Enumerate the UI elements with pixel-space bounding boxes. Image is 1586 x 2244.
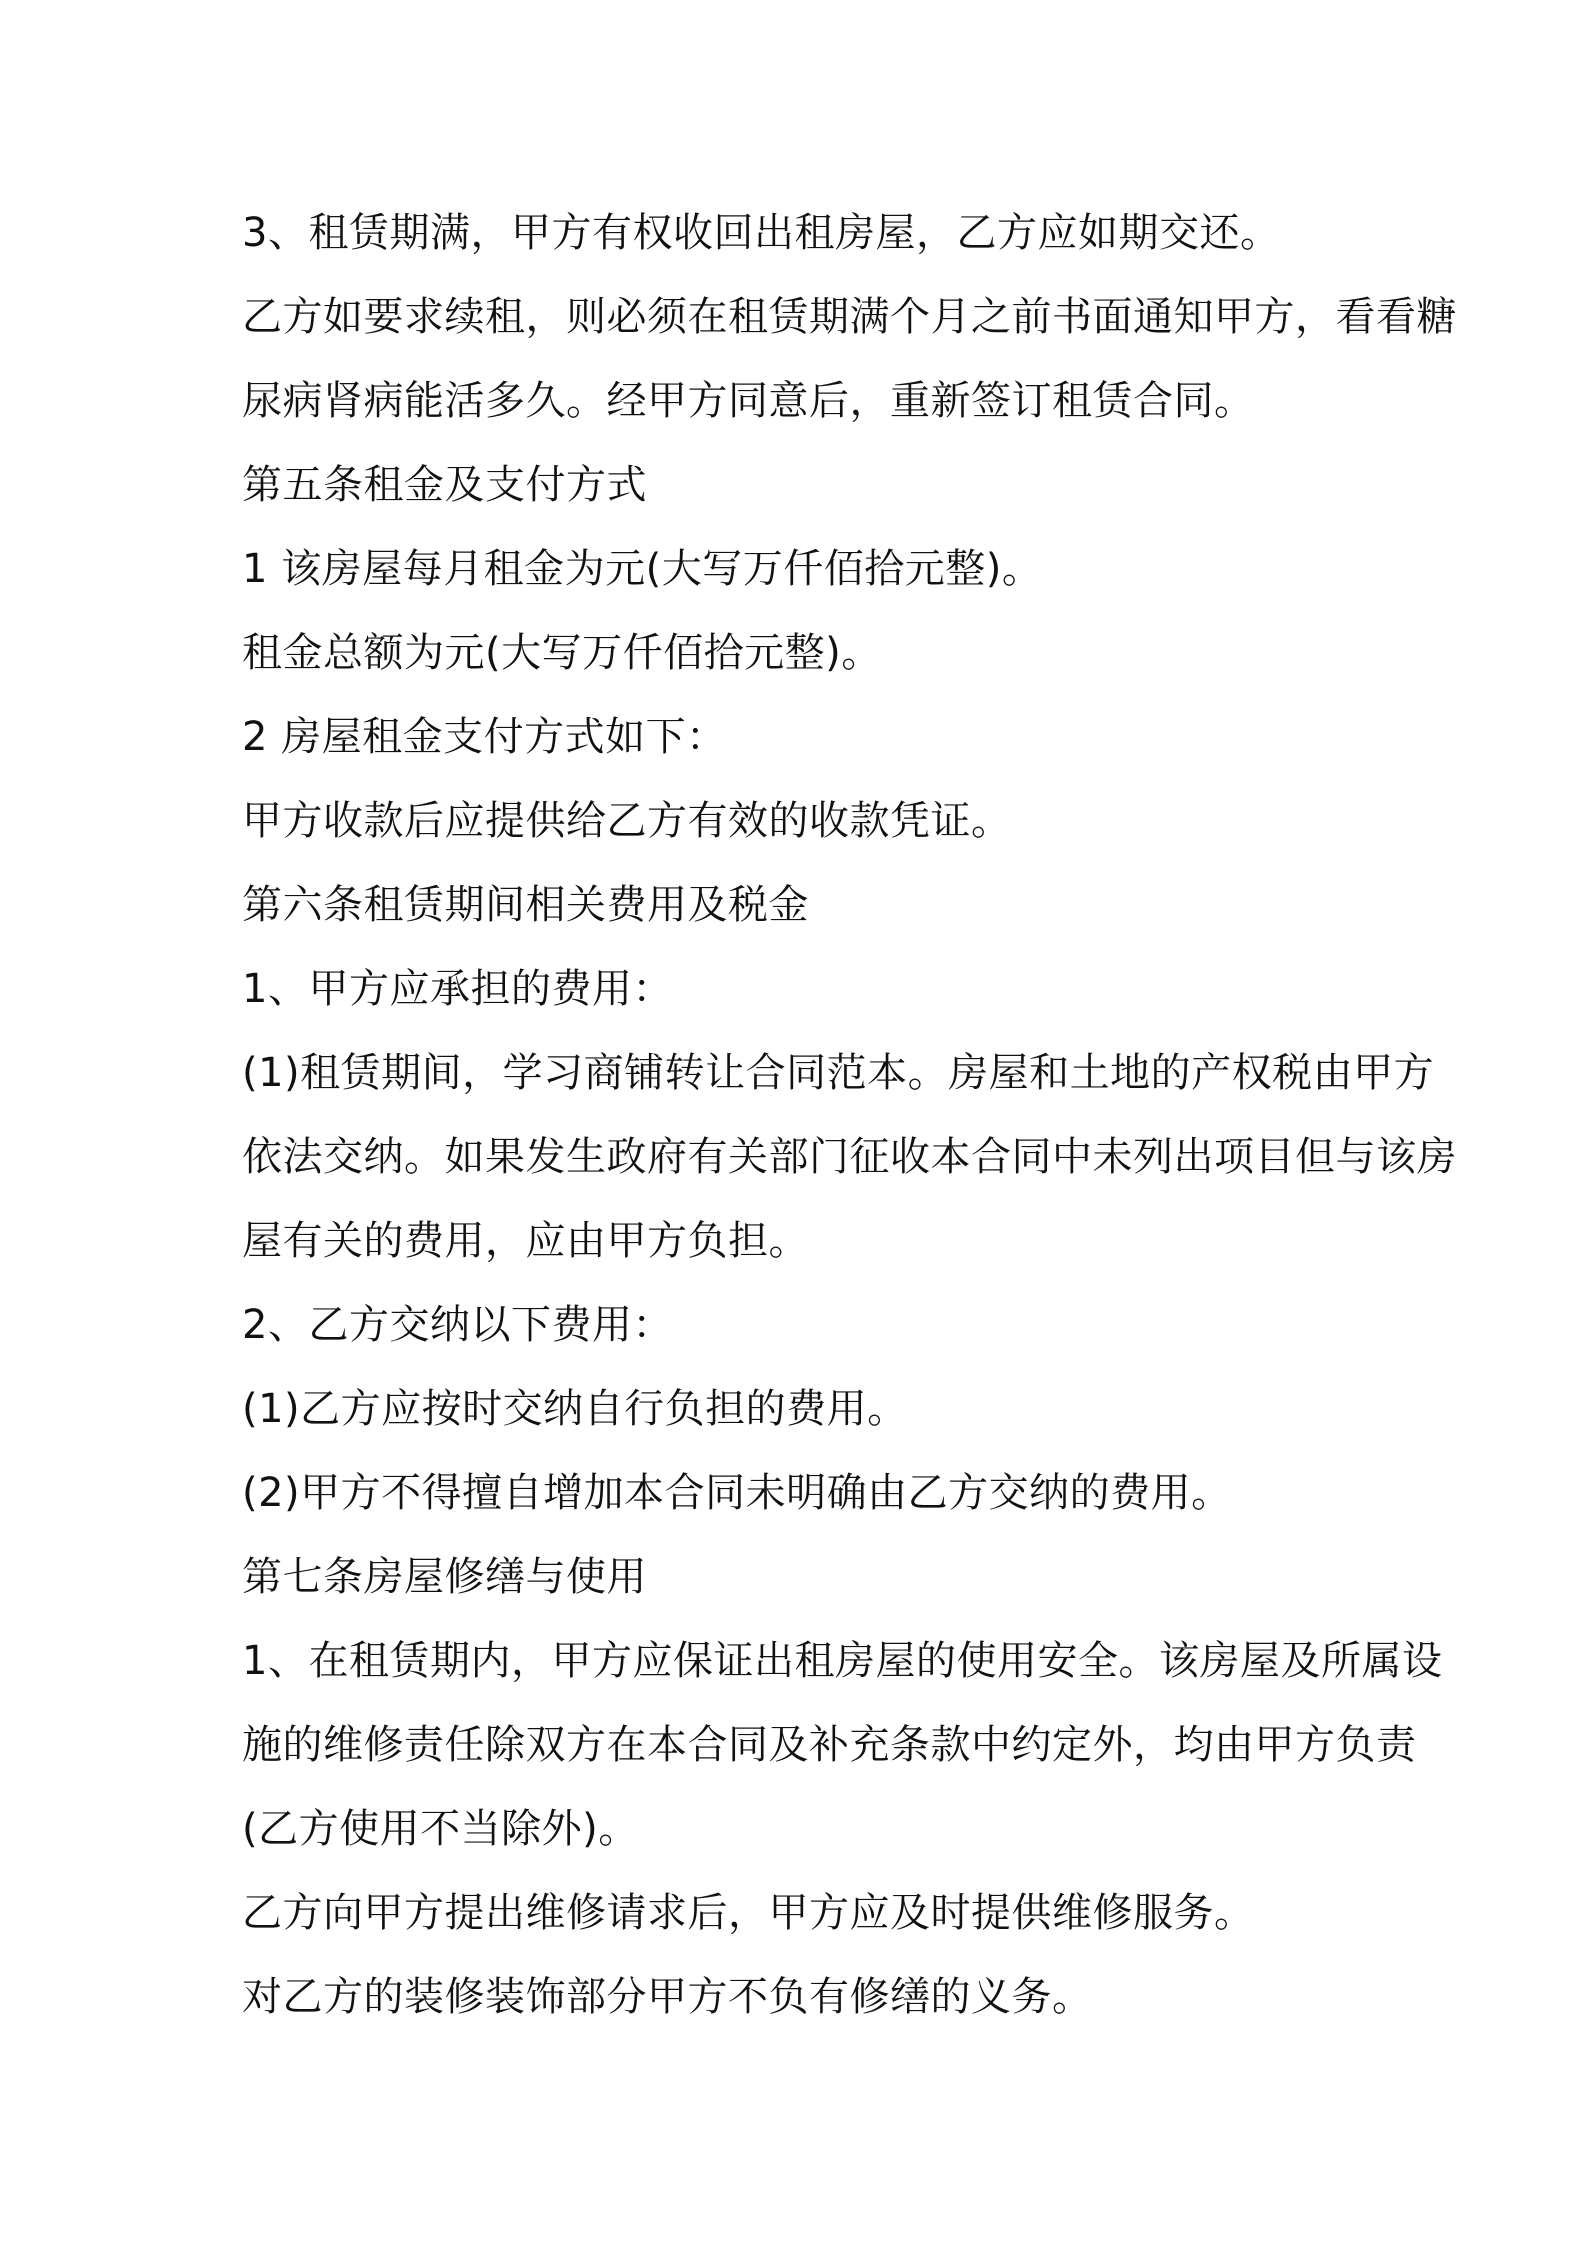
- article-7-heading: 第七条房屋修缮与使用: [242, 1554, 647, 1600]
- repair-clause-line-1: 1、在租赁期内，甲方应保证出租房屋的使用安全。该房屋及所属设: [242, 1638, 1443, 1684]
- renewal-text-line-2: 尿病肾病能活多久。经甲方同意后，重新签订租赁合同。: [242, 378, 1255, 424]
- payment-method-line: 2 房屋租金支付方式如下：: [242, 714, 727, 760]
- party-a-fees-line-1: (1)租赁期间，学习商铺转让合同范本。房屋和土地的产权税由甲方: [242, 1050, 1435, 1096]
- article-5-heading: 第五条租金及支付方式: [242, 462, 647, 508]
- party-a-fees-line-3: 屋有关的费用，应由甲方负担。: [242, 1218, 809, 1264]
- monthly-rent-line: 1 该房屋每月租金为元(大写万仟佰拾元整)。: [242, 546, 1043, 592]
- renewal-text-line-1: 乙方如要求续租，则必须在租赁期满个月之前书面通知甲方，看看糖: [242, 294, 1457, 340]
- clause-3-lease-expiry: 3、租赁期满，甲方有权收回出租房屋，乙方应如期交还。: [242, 210, 1281, 256]
- document-body: [242, 205, 1457, 2053]
- receipt-line: 甲方收款后应提供给乙方有效的收款凭证。: [242, 798, 1012, 844]
- repair-clause-line-2: 施的维修责任除双方在本合同及补充条款中约定外，均由甲方负责: [242, 1722, 1417, 1768]
- decoration-line: 对乙方的装修装饰部分甲方不负有修缮的义务。: [242, 1974, 1093, 2020]
- article-6-heading: 第六条租赁期间相关费用及税金: [242, 882, 809, 928]
- repair-request-line: 乙方向甲方提出维修请求后，甲方应及时提供维修服务。: [242, 1890, 1255, 1936]
- party-b-fees-item-2: (2)甲方不得擅自增加本合同未明确由乙方交纳的费用。: [242, 1470, 1232, 1516]
- repair-clause-line-3: (乙方使用不当除外)。: [242, 1806, 639, 1852]
- party-a-fees-heading: 1、甲方应承担的费用：: [242, 966, 673, 1012]
- party-a-fees-line-2: 依法交纳。如果发生政府有关部门征收本合同中未列出项目但与该房: [242, 1134, 1457, 1180]
- total-rent-line: 租金总额为元(大写万仟佰拾元整)。: [242, 630, 882, 676]
- party-b-fees-item-1: (1)乙方应按时交纳自行负担的费用。: [242, 1386, 908, 1432]
- party-b-fees-heading: 2、乙方交纳以下费用：: [242, 1302, 673, 1348]
